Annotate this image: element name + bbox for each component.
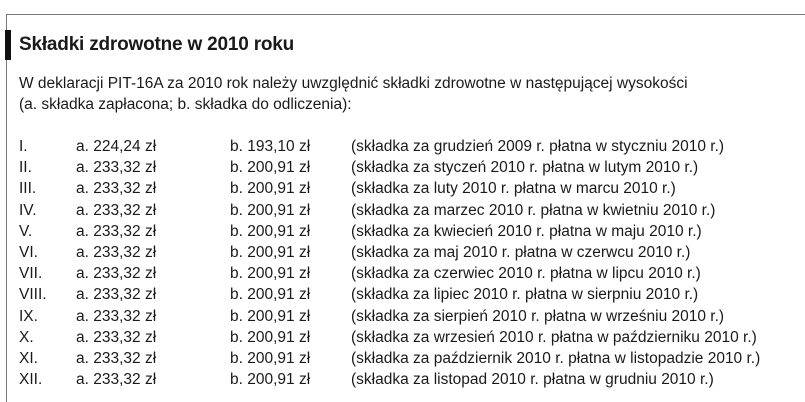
- deductible-amount: b. 200,91 zł: [230, 180, 311, 198]
- paid-amount: a. 233,32 zł: [76, 286, 157, 304]
- item-note: (składka za styczeń 2010 r. płatna w lutym 2010 r.): [351, 159, 699, 177]
- paid-amount: a. 224,24 zł: [76, 138, 157, 155]
- list-item: [19, 200, 805, 221]
- item-note: (składka za lipiec 2010 r. płatna w sierpniu 2010 r.): [351, 286, 699, 304]
- item-number: I.: [19, 138, 28, 155]
- item-number: VII.: [19, 265, 43, 283]
- item-note: (składka za sierpień 2010 r. płatna w wrześniu 2010 r.): [351, 307, 725, 325]
- contribution-list: [19, 136, 805, 390]
- deductible-amount: b. 200,91 zł: [230, 286, 311, 304]
- item-note: (składka za luty 2010 r. płatna w marcu 2010 r.): [351, 180, 676, 198]
- item-note: (składka za marzec 2010 r. płatna w kwietniu 2010 r.): [351, 201, 716, 219]
- item-note: (składka za listopad 2010 r. płatna w grudniu 2010 r.): [351, 371, 714, 389]
- paid-amount: a. 233,32 zł: [76, 307, 157, 325]
- list-item: [19, 369, 805, 390]
- left-divider: [6, 14, 7, 402]
- item-note: (składka za grudzień 2009 r. płatna w styczniu 2010 r.): [351, 138, 725, 155]
- list-item: [19, 327, 805, 348]
- paid-amount: a. 233,32 zł: [76, 349, 157, 367]
- deductible-amount: b. 200,91 zł: [230, 371, 311, 389]
- paid-amount: a. 233,32 zł: [76, 243, 157, 261]
- item-number: V.: [19, 222, 33, 240]
- intro-line: W deklaracji PIT-16A za 2010 rok należy uwzględnić składki zdrowotne w następującej wysokości: [19, 75, 688, 92]
- deductible-amount: b. 200,91 zł: [230, 159, 311, 177]
- title-accent-bar: [5, 30, 11, 60]
- item-note: (składka za kwiecień 2010 r. płatna w maju 2010 r.): [351, 222, 702, 240]
- item-note: (składka za październik 2010 r. płatna w listopadzie 2010 r.): [351, 349, 761, 367]
- item-number: XI.: [19, 349, 38, 367]
- deductible-amount: b. 200,91 zł: [230, 243, 311, 261]
- list-item: [19, 157, 805, 178]
- deductible-amount: b. 193,10 zł: [230, 138, 311, 155]
- item-number: IX.: [19, 307, 38, 325]
- top-divider: [6, 14, 805, 15]
- item-number: X.: [19, 328, 34, 346]
- item-number: II.: [19, 159, 32, 177]
- item-note: (składka za wrzesień 2010 r. płatna w październiku 2010 r.): [351, 328, 757, 346]
- item-number: IV.: [19, 201, 37, 219]
- deductible-amount: b. 200,91 zł: [230, 307, 311, 325]
- deductible-amount: b. 200,91 zł: [230, 222, 311, 240]
- paid-amount: a. 233,32 zł: [76, 201, 157, 219]
- list-item: [19, 136, 805, 157]
- deductible-amount: b. 200,91 zł: [230, 349, 311, 367]
- deductible-amount: b. 200,91 zł: [230, 201, 311, 219]
- intro-text: [19, 73, 688, 115]
- paid-amount: a. 233,32 zł: [76, 180, 157, 198]
- item-number: VI.: [19, 243, 38, 261]
- item-number: XII.: [19, 371, 43, 389]
- list-item: [19, 284, 805, 305]
- item-number: VIII.: [19, 286, 47, 304]
- paid-amount: a. 233,32 zł: [76, 159, 157, 177]
- list-item: [19, 306, 805, 327]
- list-item: [19, 242, 805, 263]
- deductible-amount: b. 200,91 zł: [230, 328, 311, 346]
- paid-amount: a. 233,32 zł: [76, 328, 157, 346]
- paid-amount: a. 233,32 zł: [76, 371, 157, 389]
- page-title: Składki zdrowotne w 2010 roku: [19, 34, 295, 55]
- paid-amount: a. 233,32 zł: [76, 222, 157, 240]
- paid-amount: a. 233,32 zł: [76, 265, 157, 283]
- list-item: [19, 263, 805, 284]
- item-note: (składka za czerwiec 2010 r. płatna w lipcu 2010 r.): [351, 265, 701, 283]
- list-item: [19, 348, 805, 369]
- deductible-amount: b. 200,91 zł: [230, 265, 311, 283]
- list-item: [19, 178, 805, 199]
- item-number: III.: [19, 180, 37, 198]
- item-note: (składka za maj 2010 r. płatna w czerwcu 2010 r.): [351, 243, 691, 261]
- list-item: [19, 221, 805, 242]
- intro-line: (a. składka zapłacona; b. składka do odliczenia):: [19, 96, 352, 113]
